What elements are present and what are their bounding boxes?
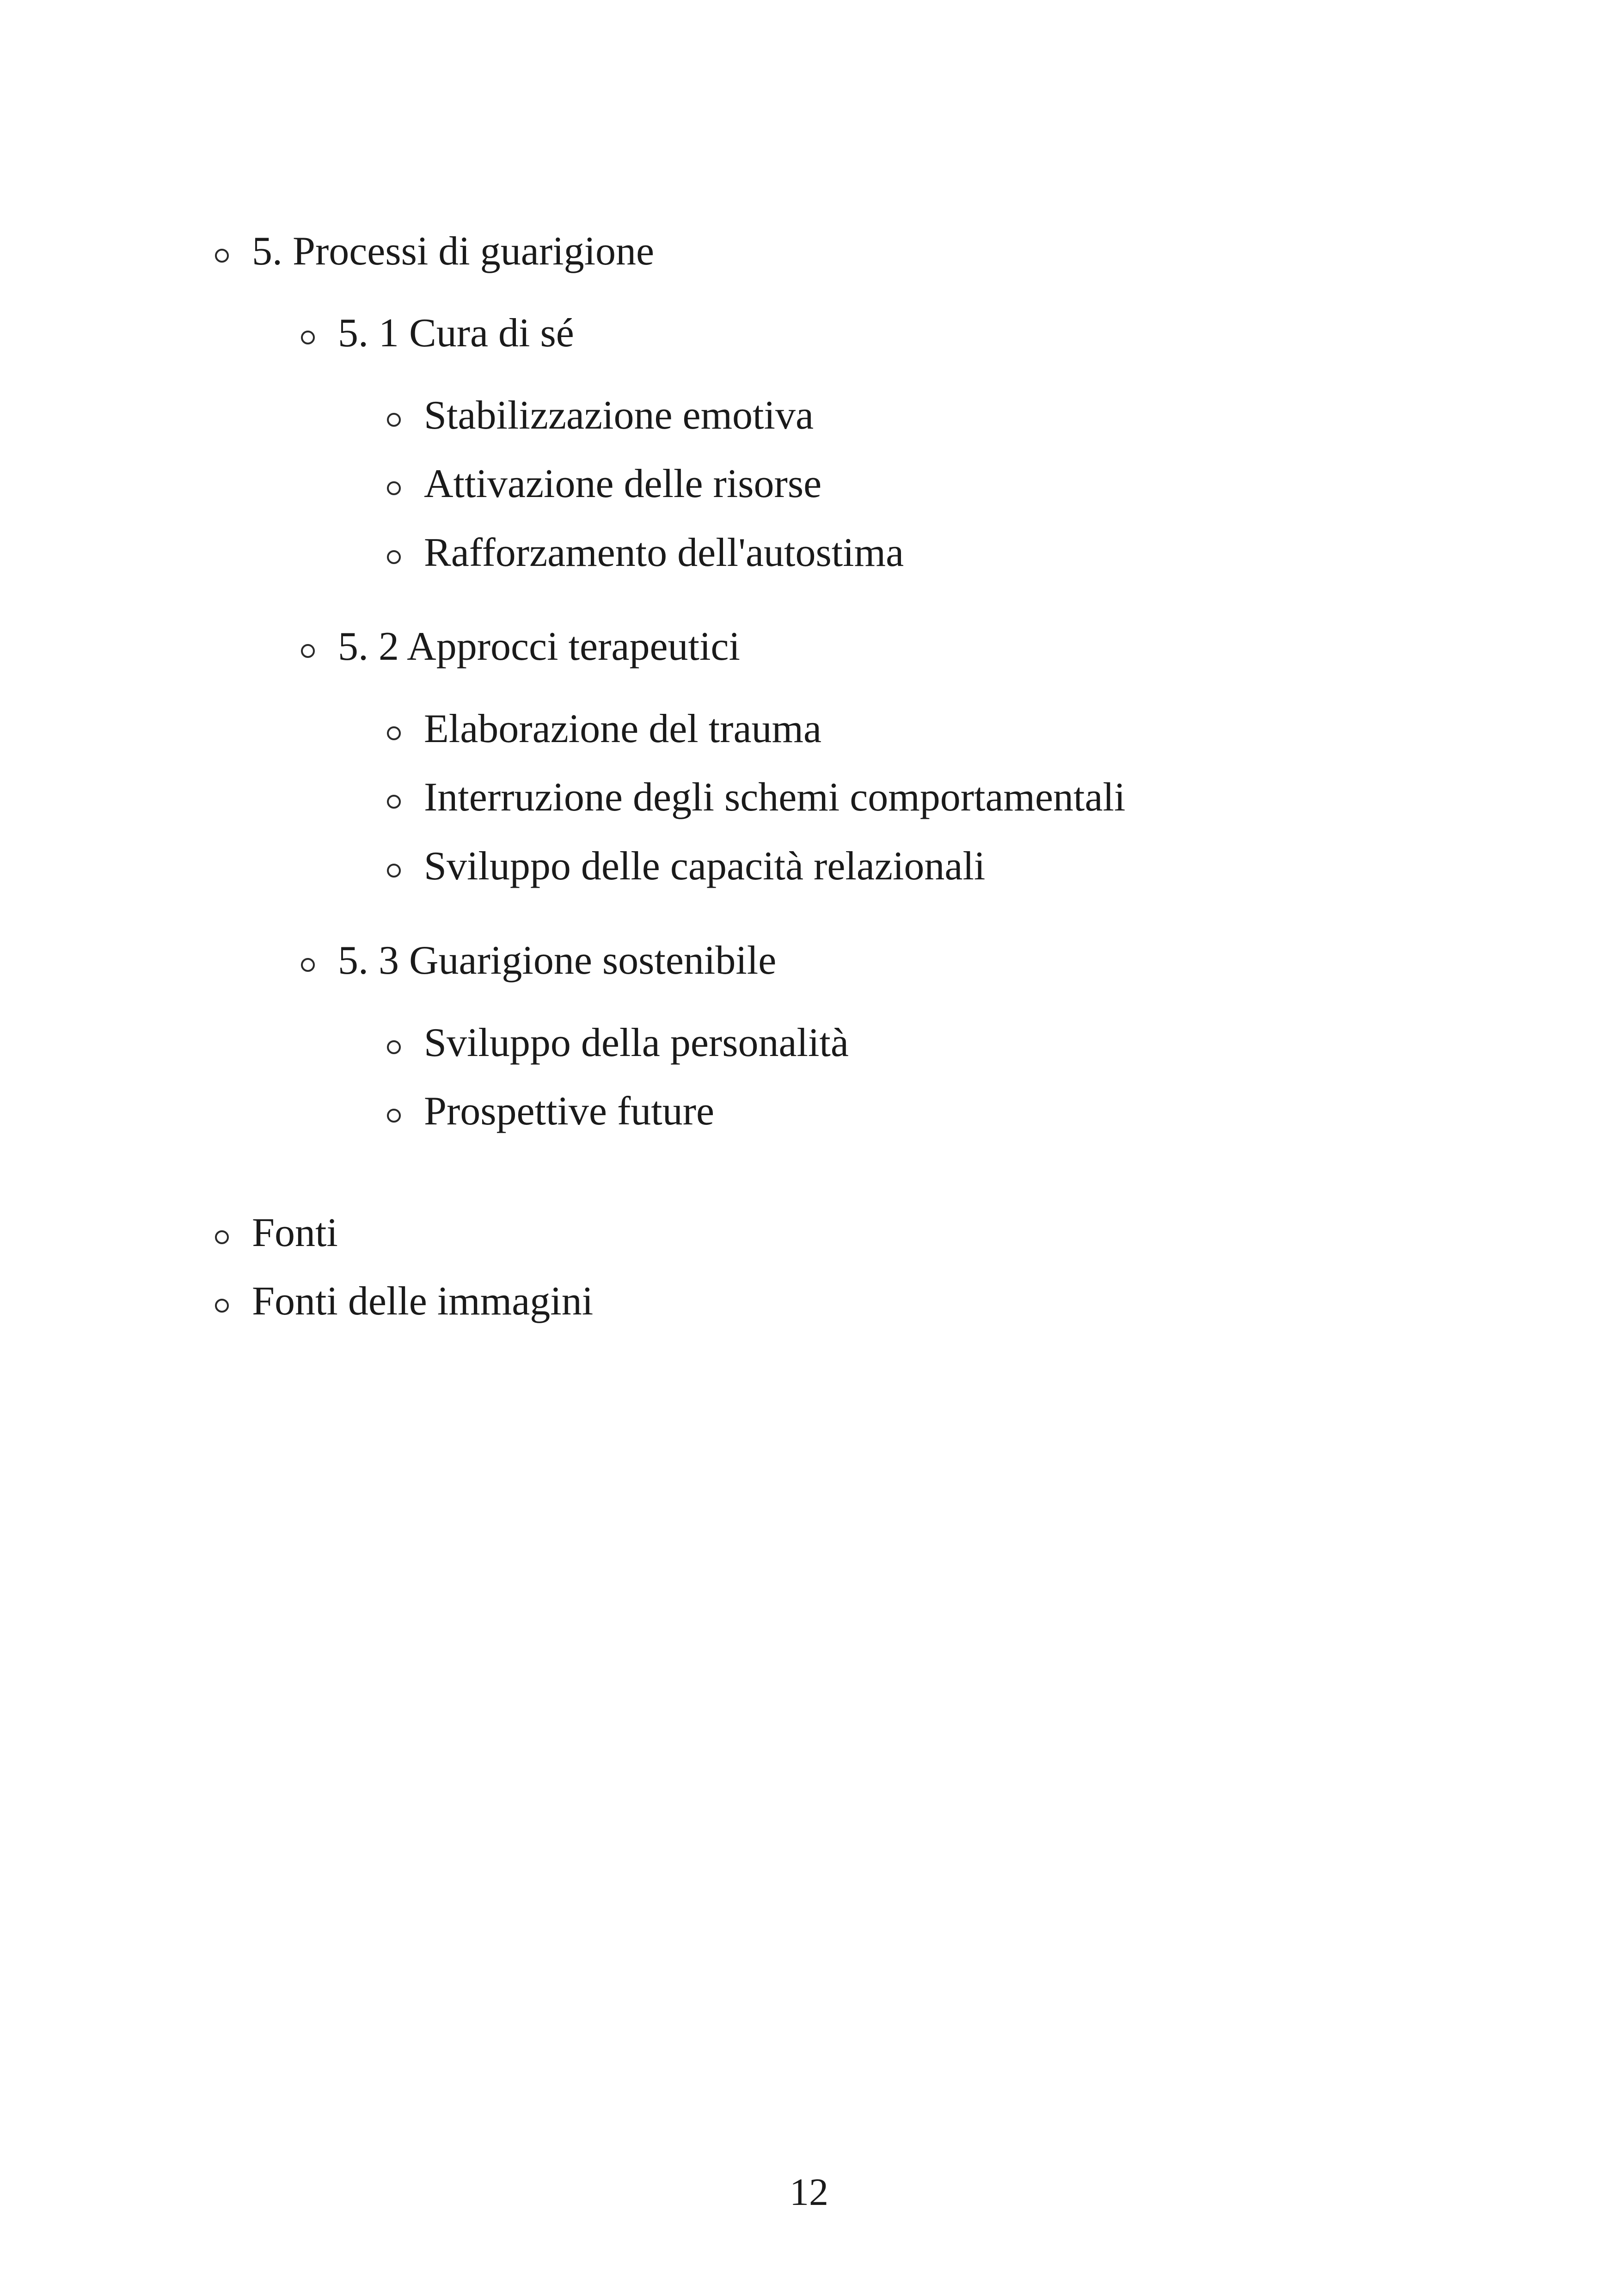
toc-item-label: Fonti <box>252 1210 338 1255</box>
toc-item-label: Elaborazione del trauma <box>424 706 822 751</box>
toc-item-capacita-relazionali <box>387 846 985 887</box>
hollow-circle-bullet-icon <box>387 550 401 564</box>
toc-item-fonti <box>215 1210 338 1255</box>
toc-item-label: Interruzione degli schemi comportamentali <box>424 775 1126 820</box>
toc-item-label: 5. Processi di guarigione <box>252 229 655 274</box>
toc-item-label: 5. 2 Approcci terapeutici <box>338 624 740 669</box>
toc-item-label: Prospettive future <box>424 1089 715 1134</box>
toc-item-sviluppo-personalita <box>387 1020 849 1065</box>
hollow-circle-bullet-icon <box>387 726 401 740</box>
toc-item-label: 5. 3 Guarigione sostenibile <box>338 938 777 983</box>
toc-item-label: Rafforzamento dell'autostima <box>424 530 904 575</box>
hollow-circle-bullet-icon <box>387 413 401 427</box>
hollow-circle-bullet-icon <box>215 1299 229 1313</box>
hollow-circle-bullet-icon <box>301 958 315 972</box>
hollow-circle-bullet-icon <box>387 795 401 809</box>
toc-item-stabilizzazione-emotiva <box>387 395 814 436</box>
toc-item-approcci-terapeutici <box>301 626 740 667</box>
toc-item-elaborazione-del-trauma <box>387 706 822 751</box>
toc-item-attivazione-delle-risorse <box>387 461 822 506</box>
toc-item-guarigione-sostenibile <box>301 940 776 981</box>
toc-item-label: Fonti delle immagini <box>252 1279 594 1324</box>
page-number: 12 <box>790 2171 828 2214</box>
toc-item-label: Sviluppo della personalità <box>424 1020 849 1065</box>
toc-item-label: Attivazione delle risorse <box>424 461 822 506</box>
toc-item-cura-di-se <box>301 313 574 354</box>
hollow-circle-bullet-icon <box>301 644 315 658</box>
toc-item-fonti-delle-immagini <box>215 1281 593 1322</box>
toc-item-label: Sviluppo delle capacità relazionali <box>424 844 986 889</box>
toc-item-processi-di-guarigione <box>215 231 654 272</box>
hollow-circle-bullet-icon <box>387 1040 401 1054</box>
hollow-circle-bullet-icon <box>387 481 401 495</box>
hollow-circle-bullet-icon <box>215 1230 229 1244</box>
toc-item-prospettive-future <box>387 1091 714 1132</box>
hollow-circle-bullet-icon <box>301 331 315 344</box>
toc-item-label: 5. 1 Cura di sé <box>338 311 574 356</box>
toc-item-rafforzamento-autostima <box>387 530 904 575</box>
toc-item-label: Stabilizzazione emotiva <box>424 393 814 438</box>
hollow-circle-bullet-icon <box>387 1109 401 1123</box>
hollow-circle-bullet-icon <box>215 249 229 263</box>
hollow-circle-bullet-icon <box>387 864 401 878</box>
toc-item-interruzione-schemi <box>387 777 1125 818</box>
